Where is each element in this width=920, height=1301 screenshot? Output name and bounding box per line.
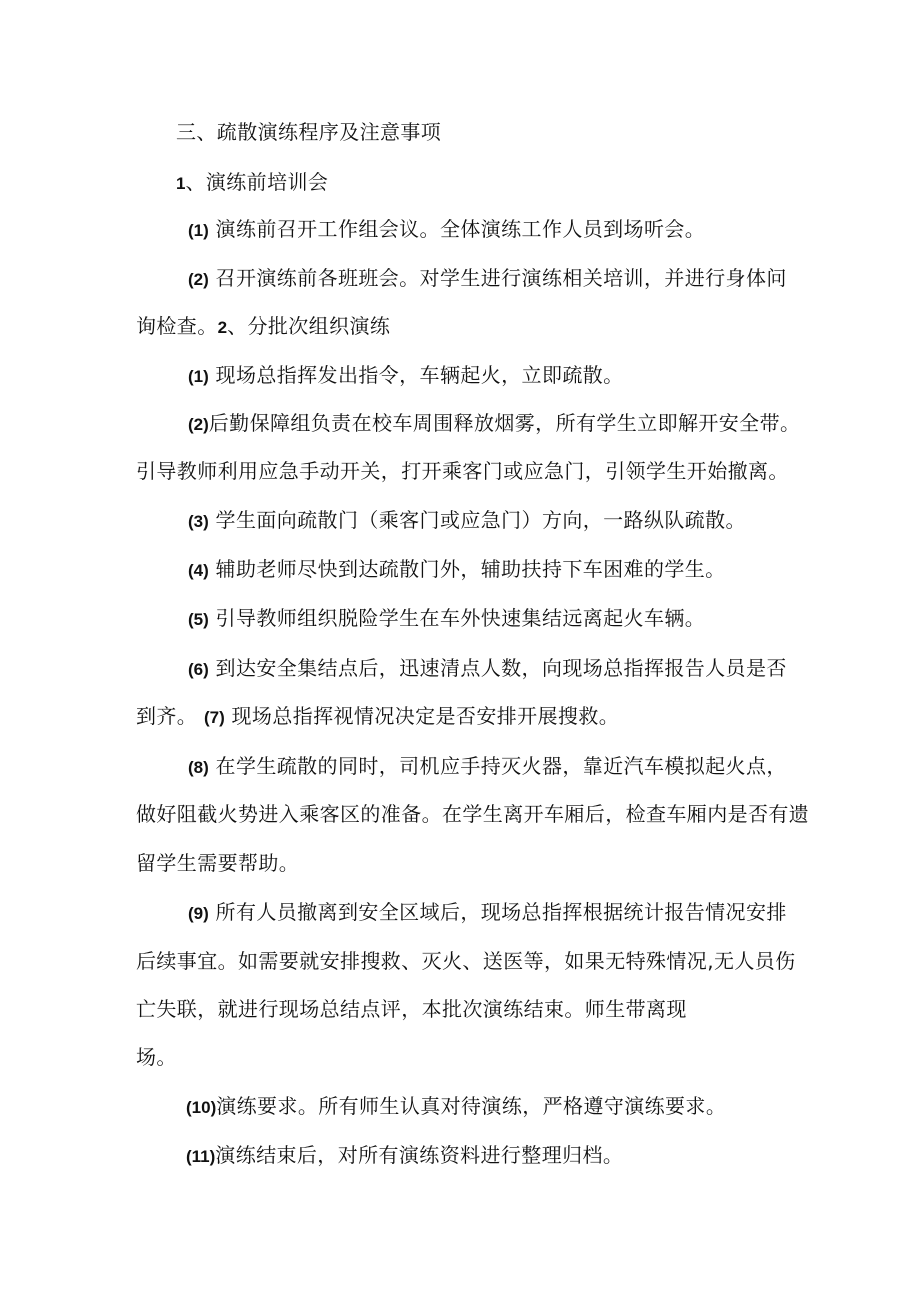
item-number: (3) (188, 512, 209, 531)
paragraph-2-8-line-3 (136, 849, 299, 877)
paragraph-2-2-line-2 (136, 457, 789, 485)
item-number: (11) (186, 1147, 216, 1166)
section-heading-text: 三、疏散演练程序及注意事项 (176, 120, 442, 144)
paragraph-text: 询检查。 (136, 314, 218, 338)
item-number: (6) (188, 660, 209, 679)
subheading-text: 、演练前培训会 (185, 170, 329, 194)
paragraph-text: 召开演练前各班班会。对学生进行演练相关培训，并进行身体问 (215, 266, 787, 290)
paragraph-2-9-line-4 (136, 1043, 177, 1071)
item-number: (1) (188, 221, 209, 240)
paragraph-2-8-line-1 (188, 752, 787, 782)
item-number: (8) (188, 758, 209, 777)
paragraph-text: 演练结束后，对所有演练资料进行整理归档。 (215, 1143, 624, 1167)
paragraph-2-2-line-1 (188, 409, 800, 439)
paragraph-2-11 (186, 1141, 623, 1171)
paragraph-2-9-line-1 (188, 898, 787, 928)
paragraph-2-8-line-2 (136, 800, 809, 828)
paragraph-1-2-line-1 (188, 264, 787, 294)
paragraph-2-3 (188, 506, 746, 536)
paragraph-text: 引导教师利用应急手动开关，打开乘客门或应急门，引领学生开始撤离。 (136, 459, 789, 483)
subheading-training (176, 168, 328, 198)
paragraph-2-4 (188, 555, 726, 585)
subheading-text: 、分批次组织演练 (227, 314, 391, 338)
paragraph-text: 演练要求。所有师生认真对待演练，严格遵守演练要求。 (216, 1094, 727, 1118)
item-number: (10) (186, 1098, 217, 1117)
paragraph-text: 做好阻截火势进入乘客区的准备。在学生离开车厢后，检查车厢内是否有遗 (136, 802, 810, 826)
item-number: (4) (188, 561, 209, 580)
subheading-number: 2 (217, 318, 228, 337)
paragraph-text: 到达安全集结点后，迅速清点人数，向现场总指挥报告人员是否 (215, 656, 787, 680)
section-heading (176, 118, 441, 146)
item-number: (2) (188, 415, 209, 434)
paragraph-text: 在学生疏散的同时，司机应手持灭火器，靠近汽车模拟起火点， (215, 754, 787, 778)
paragraph-text: 学生面向疏散门（乘客门或应急门）方向，一路纵队疏散。 (215, 508, 746, 532)
paragraph-text: 引导教师组织脱险学生在车外快速集结远离起火车辆。 (215, 606, 706, 630)
paragraph-2-9-line-2 (136, 947, 796, 975)
paragraph-text: 现场总指挥视情况决定是否安排开展搜救。 (231, 704, 620, 728)
paragraph-1-2-line-2 (136, 312, 390, 342)
item-number: (2) (188, 270, 209, 289)
paragraph-text: 亡失联，就进行现场总结点评，本批次演练结束。师生带离现 (136, 997, 687, 1021)
item-number: (5) (188, 610, 209, 629)
paragraph-2-6-line-2 (136, 702, 619, 732)
paragraph-text: 场。 (136, 1045, 177, 1069)
item-number: (1) (188, 367, 209, 386)
paragraph-text: 后续事宜。如需要就安排搜救、灭火、送医等，如果无特殊情况,无人员伤 (136, 949, 796, 973)
paragraph-text: 现场总指挥发出指令，车辆起火，立即疏散。 (215, 363, 624, 387)
paragraph-text: 后勤保障组负责在校车周围释放烟雾，所有学生立即解开安全带。 (208, 411, 801, 435)
paragraph-2-10 (186, 1092, 726, 1122)
paragraph-text: 到齐。 (136, 704, 198, 728)
paragraph-text: 辅助老师尽快到达疏散门外，辅助扶持下车困难的学生。 (215, 557, 726, 581)
subheading-number: 1 (176, 174, 186, 193)
paragraph-2-5 (188, 604, 705, 634)
paragraph-text: 演练前召开工作组会议。全体演练工作人员到场听会。 (215, 217, 706, 241)
paragraph-2-6-line-1 (188, 654, 787, 684)
paragraph-text: 留学生需要帮助。 (136, 851, 300, 875)
paragraph-1-1 (188, 215, 705, 245)
paragraph-2-1 (188, 361, 624, 391)
item-number: (7) (203, 708, 225, 727)
item-number: (9) (188, 904, 209, 923)
paragraph-text: 所有人员撤离到安全区域后，现场总指挥根据统计报告情况安排 (215, 900, 787, 924)
paragraph-2-9-line-3 (136, 995, 687, 1023)
